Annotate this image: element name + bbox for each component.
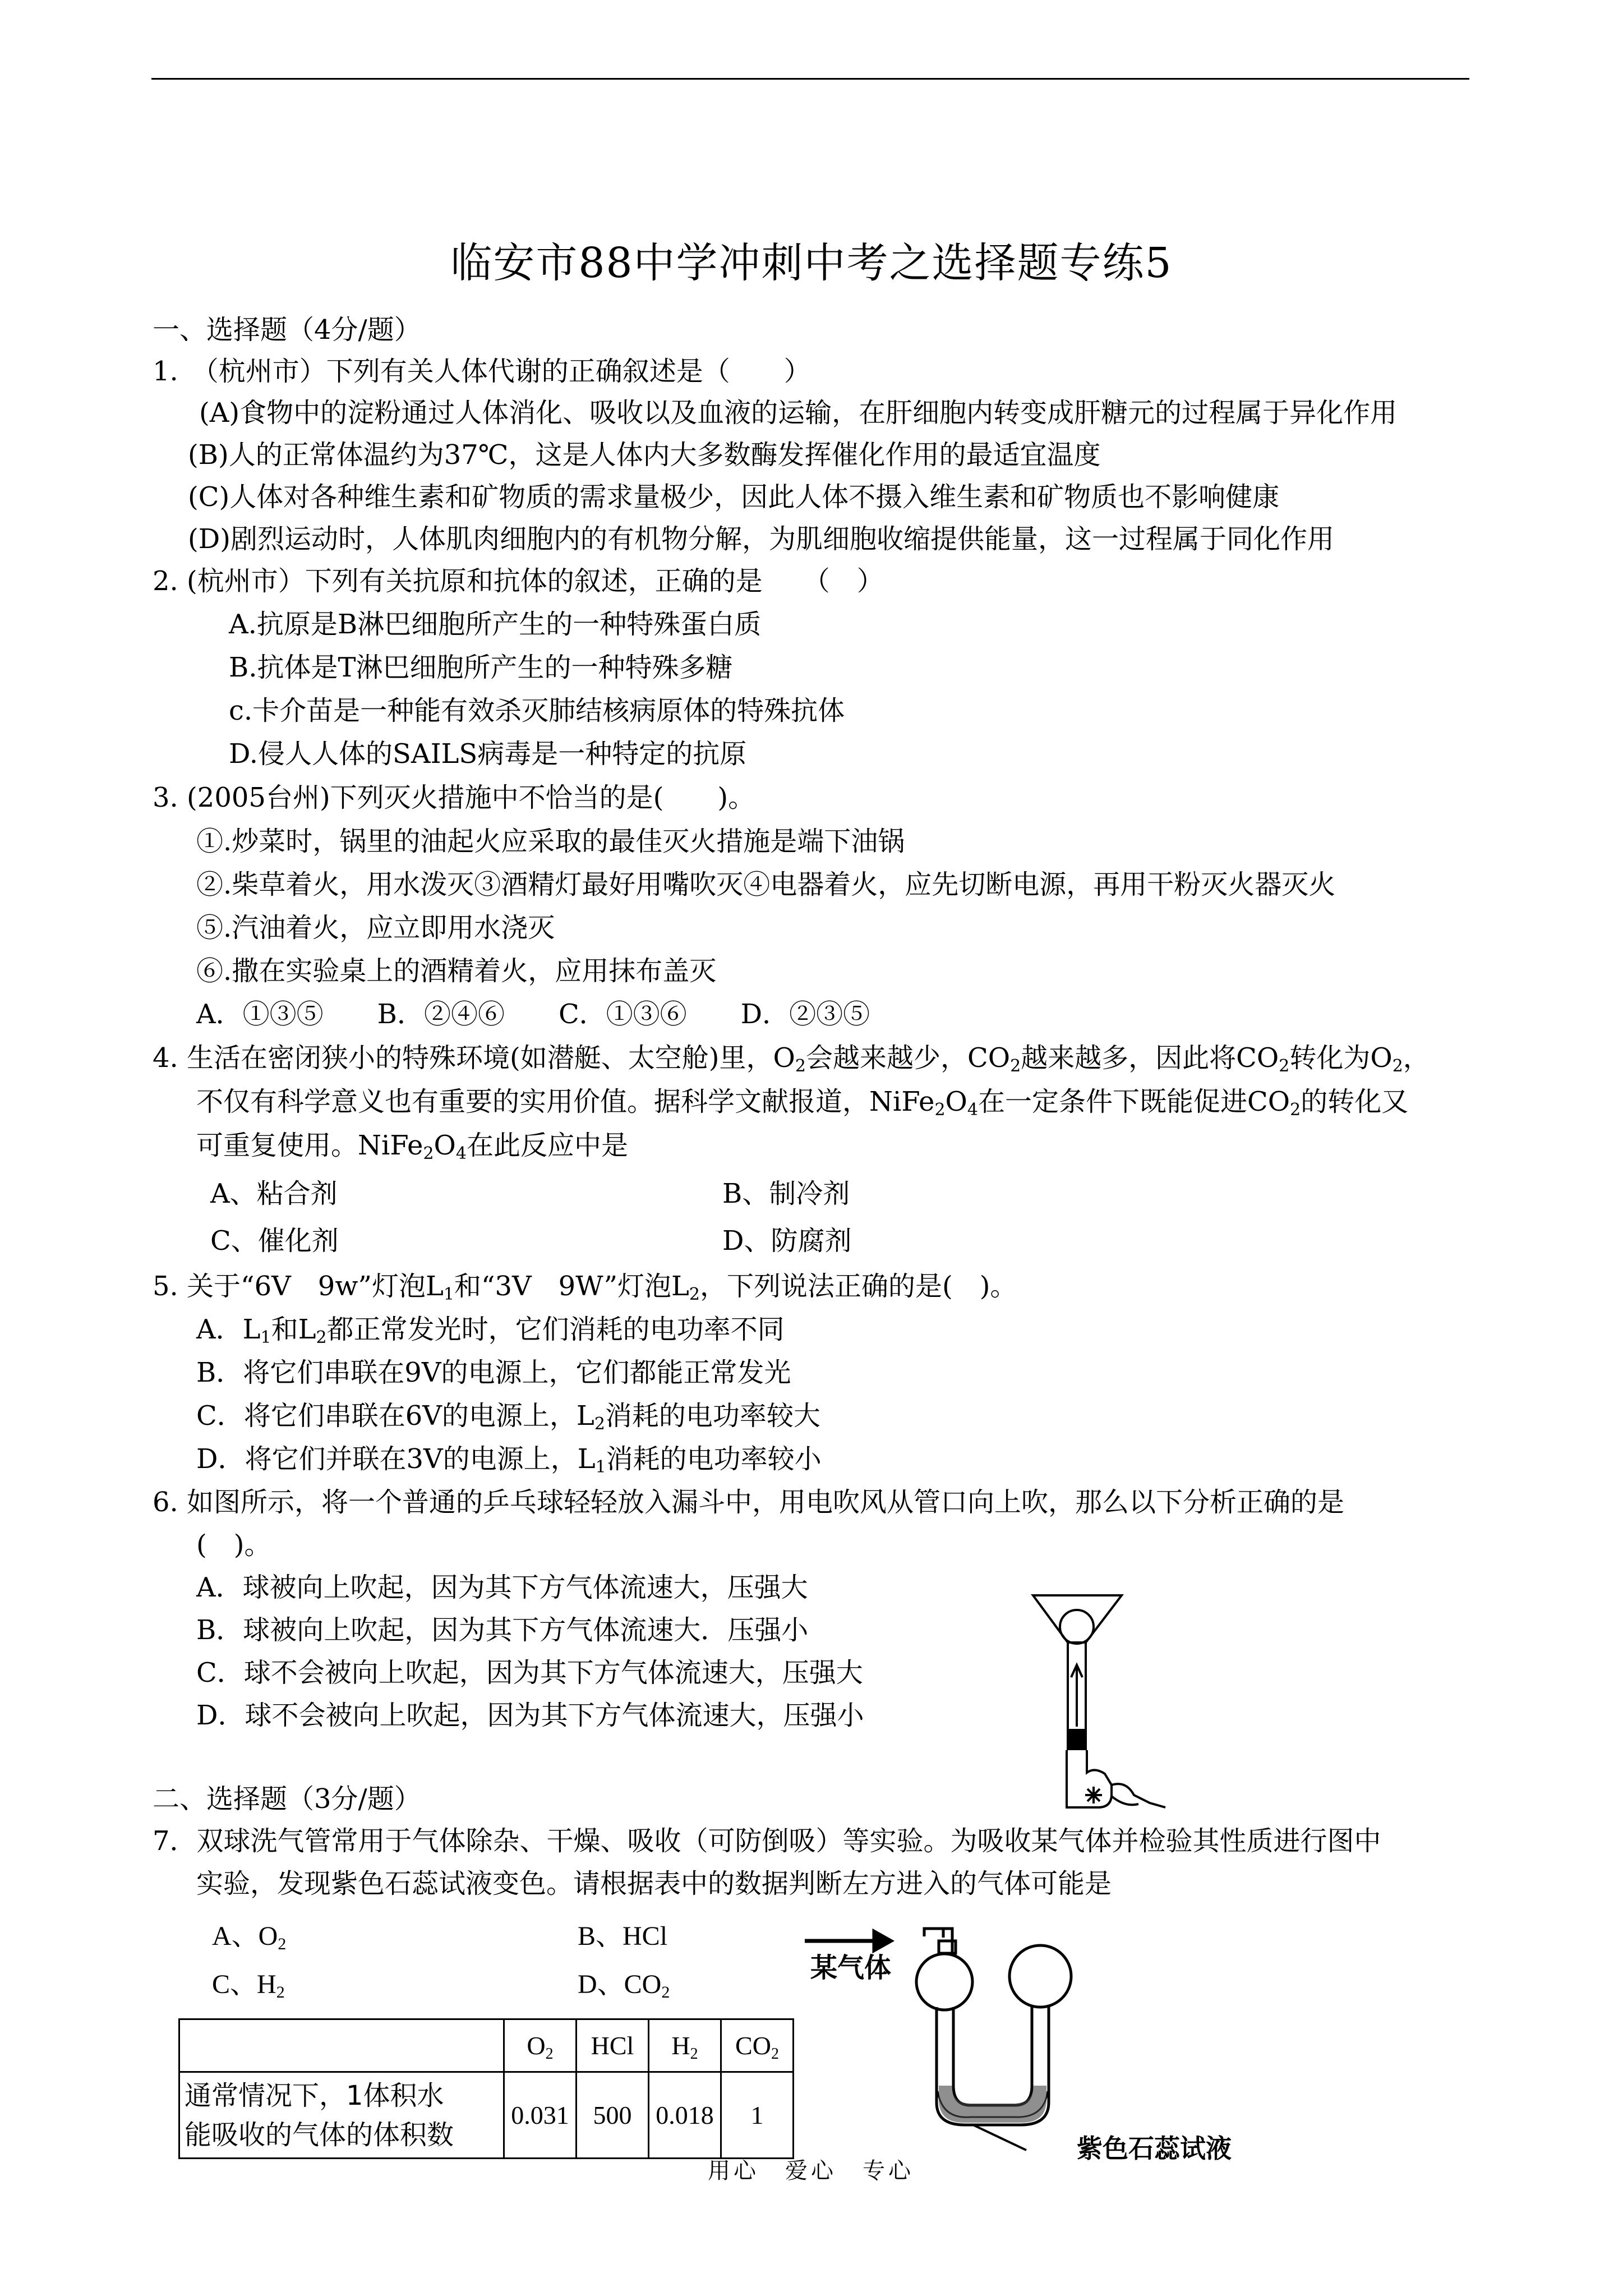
table-header-row — [179, 2019, 794, 2072]
q2-stem: 2. (杭州市）下列有关抗原和抗体的叙述，正确的是 （ ） — [153, 565, 884, 597]
q6-option-b: B．球被向上吹起，因为其下方气体流速大．压强小 — [196, 1614, 809, 1646]
table-row — [179, 2072, 794, 2159]
q1-option-c: (C)人体对各种维生素和矿物质的需求量极少，因此人体不摄入维生素和矿物质也不影响健康 — [188, 481, 1280, 513]
q4-option-c: C、催化剂 — [210, 1225, 339, 1257]
gas-solubility-table — [178, 2018, 794, 2159]
q7-option-c: C、$H_2$ — [212, 1970, 285, 2001]
table-cell-hcl: 500 — [577, 2072, 649, 2159]
q3-line-1: ①.炒菜时，锅里的油起火应采取的最佳灭火措施是端下油锅 — [196, 826, 905, 857]
q5-option-c: C．将它们串联在6V的电源上，$L_2$消耗的电功率较大 — [196, 1400, 820, 1434]
q2-option-b: B.抗体是T淋巴细胞所产生的一种特殊多糖 — [229, 652, 733, 683]
q6-option-c: C．球不会被向上吹起，因为其下方气体流速大，压强大 — [196, 1657, 863, 1688]
section1-header: 一、选择题（4分/题） — [153, 314, 421, 346]
q3-stem: 3. (2005台州)下列灭火措施中不恰当的是( )。 — [153, 782, 755, 813]
table-header-hcl: HCl — [577, 2019, 649, 2072]
table-cell-co2: 1 — [721, 2072, 794, 2159]
q1-option-a: (A)食物中的淀粉通过人体消化、吸收以及血液的运输，在肝细胞内转变成肝糖元的过程属于异化作用 — [199, 397, 1398, 429]
q6-option-d: D．球不会被向上吹起，因为其下方气体流速大，压强小 — [196, 1700, 864, 1731]
q4-line-2: 不仅有科学意义也有重要的实用价值。据科学文献报道，$NiFe_2O_4$在一定条件下既能促进$CO_2$的转化又 — [196, 1086, 1409, 1120]
q2-option-c: c.卡介苗是一种能有效杀灭肺结核病原体的特殊抗体 — [229, 695, 845, 726]
q4-line-1: 4. 生活在密闭狭小的特殊环境(如潜艇、太空舱)里，$O_2$会越来越少，$CO_2$越来越多，因此将$CO_2$转化为$O_2$， — [153, 1042, 1430, 1076]
section2-header: 二、选择题（3分/题） — [153, 1783, 421, 1815]
table-row-label: 通常情况下，1体积水 能吸收的气体的体积数 — [179, 2072, 504, 2159]
q1-stem: 1. （杭州市）下列有关人体代谢的正确叙述是（ ） — [153, 356, 811, 387]
q5-option-b: B．将它们串联在9V的电源上，它们都能正常发光 — [196, 1357, 791, 1388]
q3-line-2: ②.柴草着火，用水泼灭③酒精灯最好用嘴吹灭④电器着火，应先切断电源，再用干粉灭火器灭火 — [196, 869, 1336, 900]
table-header-h2: $H_2$ — [649, 2019, 721, 2072]
q1-option-b: (B)人的正常体温约为37℃，这是人体内大多数酶发挥催化作用的最适宜温度 — [188, 439, 1101, 471]
q3-options: A．①③⑤ B．②④⑥ C．①③⑥ D．②③⑤ — [196, 999, 870, 1030]
q7-option-a: A、$O_2$ — [212, 1921, 287, 1953]
footer-motto: 用心 爱心 专心 — [708, 2158, 914, 2184]
table-header-o2: $O_2$ — [504, 2019, 577, 2072]
q7-stem-2: 实验，发现紫色石蕊试液变色。请根据表中的数据判断左方进入的气体可能是 — [196, 1868, 1112, 1899]
q5-stem: 5. 关于“6V 9w”灯泡$L_1$和“3V 9W”灯泡$L_2$，下列说法正确的是( )。 — [153, 1271, 1017, 1304]
q5-option-a: A．$L_1$和$L_2$都正常发光时，它们消耗的电功率不同 — [196, 1314, 785, 1347]
q4-option-d: D、防腐剂 — [722, 1225, 852, 1257]
q7-option-b: B、HCl — [578, 1921, 668, 1951]
q2-option-d: D.侵人人体的SAILS病毒是一种特定的抗原 — [229, 738, 747, 770]
q3-line-3: ⑤.汽油着火，应立即用水浇灭 — [196, 912, 555, 944]
funnel-dryer-figure — [1032, 1588, 1166, 1818]
q4-option-a: A、粘合剂 — [210, 1178, 338, 1209]
q1-option-d: (D)剧烈运动时，人体肌肉细胞内的有机物分解，为肌细胞收缩提供能量，这一过程属于同化作用 — [188, 523, 1334, 555]
q7-stem-1: 7．双球洗气管常用于气体除杂、干燥、吸收（可防倒吸）等实验。为吸收某气体并检验其性质进行图中 — [153, 1825, 1381, 1857]
q3-line-4: ⑥.撒在实验桌上的酒精着火，应用抹布盖灭 — [196, 955, 717, 987]
q4-option-b: B、制冷剂 — [722, 1178, 850, 1209]
top-rule — [151, 78, 1469, 80]
table-corner-cell — [179, 2019, 504, 2072]
table-header-co2: $CO_2$ — [721, 2019, 794, 2072]
q6-option-a: A．球被向上吹起，因为其下方气体流速大，压强大 — [196, 1572, 808, 1603]
q5-option-d: D．将它们并联在3V的电源上，$L_1$消耗的电功率较小 — [196, 1443, 822, 1477]
table-cell-o2: 0.031 — [504, 2072, 577, 2159]
q6-stem-2: ( )。 — [196, 1529, 271, 1561]
litmus-label: 紫色石蕊试液 — [1077, 2133, 1232, 2164]
page-title: 临安市88中学冲刺中考之选择题专练5 — [450, 239, 1173, 287]
q7-option-d: D、$CO_2$ — [578, 1970, 670, 2001]
gas-label: 某气体 — [810, 1952, 892, 1984]
q6-stem-1: 6. 如图所示，将一个普通的乒乓球轻轻放入漏斗中，用电吹风从管口向上吹，那么以下分析正确的是 — [153, 1487, 1345, 1518]
q2-option-a: A.抗原是B淋巴细胞所产生的一种特殊蛋白质 — [229, 609, 762, 640]
q4-line-3: 可重复使用。$NiFe_2O_4$在此反应中是 — [196, 1130, 629, 1163]
table-cell-h2: 0.018 — [649, 2072, 721, 2159]
